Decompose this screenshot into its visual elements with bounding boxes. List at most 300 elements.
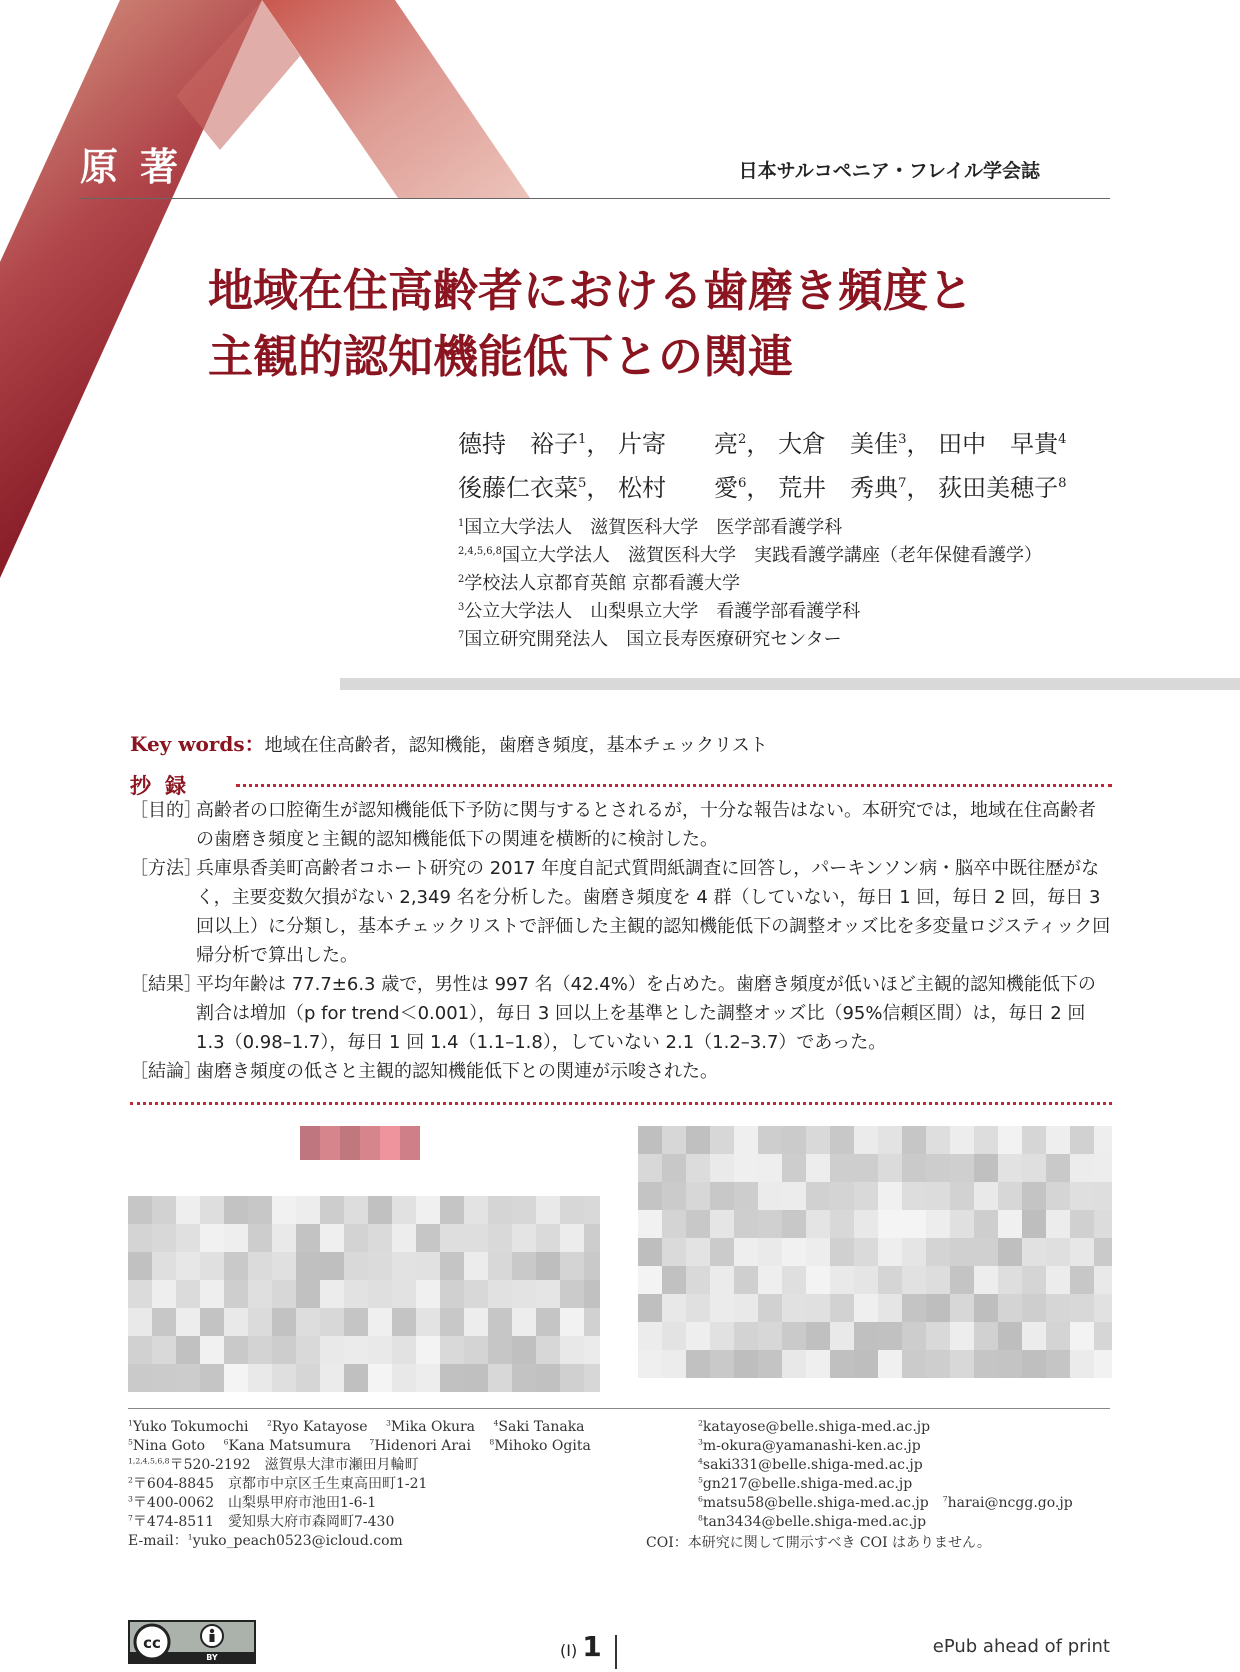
blur-pixel: [758, 1350, 782, 1378]
blur-pixel: [296, 1336, 320, 1364]
blur-pixel: [440, 1280, 464, 1308]
blur-pixel: [878, 1238, 902, 1266]
blur-pixel: [1070, 1182, 1094, 1210]
blur-pixel: [560, 1364, 584, 1392]
blur-pixel: [584, 1224, 600, 1252]
blur-pixel: [1094, 1350, 1112, 1378]
blur-pixel: [368, 1196, 392, 1224]
blur-pixel: [1022, 1126, 1046, 1154]
blur-pixel: [360, 1126, 380, 1160]
blur-pixel: [464, 1280, 488, 1308]
blur-pixel: [512, 1336, 536, 1364]
blur-pixel: [440, 1364, 464, 1392]
blur-pixel: [152, 1336, 176, 1364]
blur-pixel: [296, 1308, 320, 1336]
blur-pixel: [686, 1210, 710, 1238]
blur-pixel: [950, 1238, 974, 1266]
blur-pixel: [200, 1196, 224, 1224]
affiliation: $^{2,4,5,6,8}$国立大学法人 滋賀医科大学 実践看護学講座（老年保健看護学）: [458, 545, 1042, 566]
blur-pixel: [536, 1364, 560, 1392]
blur-pixel: [1070, 1126, 1094, 1154]
blur-pixel: [176, 1308, 200, 1336]
blur-pixel: [878, 1210, 902, 1238]
blur-pixel: [440, 1224, 464, 1252]
email-address[interactable]: tan3434@belle.shiga-med.ac.jp: [702, 1514, 927, 1530]
blur-pixel: [488, 1224, 512, 1252]
blur-pixel: [1046, 1266, 1070, 1294]
blur-pixel: [176, 1196, 200, 1224]
blur-pixel: [710, 1322, 734, 1350]
blur-pixel: [320, 1252, 344, 1280]
email-address[interactable]: m-okura@yamanashi-ken.ac.jp: [702, 1438, 921, 1454]
blur-pixel: [998, 1350, 1022, 1378]
blur-pixel: [974, 1154, 998, 1182]
blur-pixel: [806, 1294, 830, 1322]
blur-pixel: [200, 1252, 224, 1280]
blur-pixel: [830, 1126, 854, 1154]
blur-pixel: [854, 1210, 878, 1238]
blur-pixel: [392, 1364, 416, 1392]
blur-pixel: [734, 1126, 758, 1154]
blur-pixel: [662, 1182, 686, 1210]
blur-pixel: [320, 1280, 344, 1308]
email-address[interactable]: katayose@belle.shiga-med.ac.jp: [702, 1419, 931, 1435]
email-address[interactable]: harai@ncgg.go.jp: [947, 1495, 1073, 1511]
author-name: 荒井 秀典: [778, 474, 899, 502]
blur-pixel: [1046, 1154, 1070, 1182]
blur-pixel: [974, 1322, 998, 1350]
blur-pixel: [296, 1224, 320, 1252]
blur-pixel: [128, 1224, 152, 1252]
blur-pixel: [782, 1294, 806, 1322]
blur-pixel: [440, 1308, 464, 1336]
blur-pixel: [176, 1336, 200, 1364]
blur-pixel: [536, 1280, 560, 1308]
blur-pixel: [710, 1266, 734, 1294]
blur-pixel: [854, 1126, 878, 1154]
blur-pixel: [638, 1350, 662, 1378]
blur-pixel: [488, 1336, 512, 1364]
blur-pixel: [686, 1350, 710, 1378]
blur-pixel: [950, 1210, 974, 1238]
blur-pixel: [584, 1364, 600, 1392]
blur-pixel: [584, 1336, 600, 1364]
blurred-heading: [300, 1126, 420, 1160]
blur-pixel: [1046, 1322, 1070, 1350]
blur-pixel: [488, 1280, 512, 1308]
blur-pixel: [950, 1126, 974, 1154]
blur-pixel: [806, 1154, 830, 1182]
blur-pixel: [758, 1210, 782, 1238]
blur-pixel: [152, 1280, 176, 1308]
abstract-text: 兵庫県香美町高齢者コホート研究の 2017 年度自記式質問紙調査に回答し，パーキンソン病・脳卒中既往歴がなく，主要変数欠損がない 2,349 名を分析した。歯磨き頻度を 4 群（していない，毎日 1 回，毎日 2 回，毎日 3 回以上）に分類し，基本チェックリストで評価した主観的認知機能低下の調整オッズ比を多変量ロジスティック回帰分析で算出した。: [196, 858, 1111, 966]
band-light: [262, 0, 530, 198]
author-name: 後藤仁衣菜: [458, 474, 578, 502]
blur-pixel: [344, 1196, 368, 1224]
blur-pixel: [950, 1322, 974, 1350]
blur-pixel: [662, 1154, 686, 1182]
blur-pixel: [1046, 1294, 1070, 1322]
author-list: [458, 422, 1066, 510]
affiliation: $^3$公立大学法人 山梨県立大学 看護学部看護学科: [458, 601, 861, 622]
abstract-section: [130, 854, 1112, 970]
email-address[interactable]: saki331@belle.shiga-med.ac.jp: [702, 1457, 923, 1473]
blur-pixel: [998, 1126, 1022, 1154]
blur-pixel: [344, 1252, 368, 1280]
blur-pixel: [296, 1252, 320, 1280]
blur-pixel: [224, 1252, 248, 1280]
cc-icon: [130, 1622, 254, 1662]
blur-pixel: [998, 1154, 1022, 1182]
blur-pixel: [974, 1238, 998, 1266]
blur-pixel: [998, 1182, 1022, 1210]
blur-pixel: [176, 1364, 200, 1392]
blur-pixel: [806, 1238, 830, 1266]
blur-pixel: [536, 1252, 560, 1280]
blur-pixel: [416, 1280, 440, 1308]
blur-pixel: [830, 1266, 854, 1294]
blur-pixel: [974, 1294, 998, 1322]
blur-pixel: [416, 1364, 440, 1392]
blurred-text-left: [128, 1196, 600, 1392]
blur-pixel: [1094, 1154, 1112, 1182]
blur-pixel: [782, 1350, 806, 1378]
blur-pixel: [638, 1126, 662, 1154]
blur-pixel: [512, 1196, 536, 1224]
blur-pixel: [974, 1126, 998, 1154]
blur-pixel: [584, 1280, 600, 1308]
title-line-1: 地域在住高齢者における歯磨き頻度と: [208, 264, 974, 317]
blur-pixel: [488, 1252, 512, 1280]
blur-pixel: [584, 1252, 600, 1280]
blur-pixel: [392, 1336, 416, 1364]
blur-pixel: [662, 1294, 686, 1322]
blur-pixel: [1022, 1238, 1046, 1266]
blur-pixel: [902, 1294, 926, 1322]
blur-pixel: [638, 1294, 662, 1322]
section-divider-bar: [340, 678, 1240, 690]
title-line-2: 主観的認知機能低下との関連: [208, 330, 794, 383]
blur-pixel: [320, 1196, 344, 1224]
blur-pixel: [128, 1252, 152, 1280]
author-name: 荻田美穂子: [938, 474, 1059, 502]
blur-pixel: [998, 1238, 1022, 1266]
abstract-label: ［方法］: [130, 858, 202, 879]
blur-pixel: [296, 1364, 320, 1392]
abstract-heading: 抄録: [130, 774, 200, 798]
blur-pixel: [710, 1238, 734, 1266]
blur-pixel: [1094, 1266, 1112, 1294]
blur-pixel: [974, 1182, 998, 1210]
blur-pixel: [926, 1126, 950, 1154]
blur-pixel: [710, 1350, 734, 1378]
blur-pixel: [584, 1196, 600, 1224]
blur-pixel: [416, 1196, 440, 1224]
blur-pixel: [1022, 1350, 1046, 1378]
blur-pixel: [854, 1238, 878, 1266]
author-footnotes: $^1$Yuko Tokumochi $^2$Ryo Katayose $^3$Mika Okura $^4$Saki Tanaka $^5$Nina Goto $^6$Kana Matsumura $^7$Hidenori Arai $^8$Mihoko Ogita $^{1,2,4,5,6,8}$〒520-2192 滋賀県大津市瀬田月輪町 $^2$〒604-8845 京都市中京区壬生東高田町1-21 $^3$〒400-0062 山梨県甲府市池田1-6-1 $^7$〒474-8511 愛知県大府市森岡町7-430 E-mail：$^1$yuko_peach0523@icloud.com: [128, 1418, 591, 1549]
blur-pixel: [806, 1126, 830, 1154]
blur-pixel: [830, 1238, 854, 1266]
email-footnotes: $^2$katayose@belle.shiga-med.ac.jp $^3$m-okura@yamanashi-ken.ac.jp $^4$saki331@belle.shiga-med.ac.jp $^5$gn217@belle.shiga-med.ac.jp $^6$matsu58@belle.shiga-med.ac.jp $^7$harai@ncgg.go.jp $^8$tan3434@belle.shiga-med.ac.jp: [698, 1418, 1073, 1530]
blur-pixel: [854, 1322, 878, 1350]
author-name: 大倉 美佳: [778, 430, 899, 458]
author-name: 片寄 亮: [618, 430, 739, 458]
blur-pixel: [686, 1238, 710, 1266]
blur-pixel: [416, 1336, 440, 1364]
blur-pixel: [464, 1252, 488, 1280]
blur-pixel: [152, 1224, 176, 1252]
blur-pixel: [782, 1154, 806, 1182]
blur-pixel: [152, 1308, 176, 1336]
abstract-label: ［結論］: [130, 1061, 202, 1082]
blur-pixel: [734, 1238, 758, 1266]
blur-pixel: [782, 1126, 806, 1154]
blur-pixel: [320, 1364, 344, 1392]
blur-pixel: [344, 1224, 368, 1252]
blur-pixel: [1046, 1182, 1070, 1210]
blur-pixel: [344, 1308, 368, 1336]
blur-pixel: [1046, 1210, 1070, 1238]
blur-pixel: [638, 1238, 662, 1266]
blur-pixel: [464, 1196, 488, 1224]
blur-pixel: [926, 1322, 950, 1350]
blur-pixel: [1046, 1350, 1070, 1378]
email-address[interactable]: matsu58@belle.shiga-med.ac.jp: [702, 1495, 929, 1511]
blur-pixel: [758, 1266, 782, 1294]
page-number: (I) 1: [560, 1630, 617, 1669]
blur-pixel: [464, 1364, 488, 1392]
blur-pixel: [950, 1182, 974, 1210]
blur-pixel: [950, 1350, 974, 1378]
blur-pixel: [638, 1154, 662, 1182]
blur-pixel: [128, 1280, 152, 1308]
blur-pixel: [464, 1336, 488, 1364]
blur-pixel: [830, 1210, 854, 1238]
affiliation: $^7$国立研究開発法人 国立長寿医療研究センター: [458, 629, 842, 650]
blur-pixel: [1094, 1238, 1112, 1266]
blur-pixel: [1022, 1266, 1046, 1294]
blur-pixel: [854, 1294, 878, 1322]
blur-pixel: [464, 1224, 488, 1252]
blur-pixel: [758, 1294, 782, 1322]
blur-pixel: [878, 1126, 902, 1154]
blur-pixel: [638, 1266, 662, 1294]
blur-pixel: [662, 1210, 686, 1238]
blur-pixel: [1094, 1294, 1112, 1322]
blur-pixel: [782, 1266, 806, 1294]
blur-pixel: [128, 1364, 152, 1392]
blur-pixel: [734, 1350, 758, 1378]
blur-pixel: [830, 1182, 854, 1210]
blur-pixel: [734, 1266, 758, 1294]
blur-pixel: [536, 1308, 560, 1336]
blur-pixel: [1046, 1238, 1070, 1266]
blur-pixel: [224, 1308, 248, 1336]
blur-pixel: [128, 1336, 152, 1364]
blur-pixel: [806, 1210, 830, 1238]
blur-pixel: [584, 1308, 600, 1336]
blur-pixel: [248, 1280, 272, 1308]
blur-pixel: [248, 1224, 272, 1252]
blur-pixel: [200, 1364, 224, 1392]
blur-pixel: [416, 1252, 440, 1280]
blur-pixel: [1022, 1154, 1046, 1182]
blur-pixel: [296, 1196, 320, 1224]
blur-pixel: [392, 1196, 416, 1224]
blur-pixel: [950, 1154, 974, 1182]
blur-pixel: [176, 1280, 200, 1308]
blur-pixel: [854, 1350, 878, 1378]
header-rule: [80, 198, 1110, 199]
blur-pixel: [974, 1266, 998, 1294]
blur-pixel: [734, 1322, 758, 1350]
blur-pixel: [152, 1364, 176, 1392]
email-address[interactable]: gn217@belle.shiga-med.ac.jp: [702, 1476, 913, 1492]
blur-pixel: [686, 1126, 710, 1154]
blur-pixel: [512, 1224, 536, 1252]
blur-pixel: [854, 1154, 878, 1182]
affiliation-list: [458, 514, 1042, 654]
blur-pixel: [224, 1224, 248, 1252]
blur-pixel: [782, 1238, 806, 1266]
dotted-rule-bottom: [130, 1102, 1112, 1105]
blurred-text-right: [638, 1126, 1112, 1392]
keywords-text: 地域在住高齢者，認知機能，歯磨き頻度，基本チェックリスト: [264, 735, 768, 756]
affiliation: $^2$学校法人京都育英館 京都看護大学: [458, 573, 741, 594]
blur-pixel: [974, 1350, 998, 1378]
journal-name: 日本サルコペニア・フレイル学会誌: [738, 160, 1040, 182]
blur-pixel: [782, 1210, 806, 1238]
blur-pixel: [488, 1364, 512, 1392]
blur-pixel: [902, 1154, 926, 1182]
blur-pixel: [344, 1280, 368, 1308]
blur-pixel: [926, 1210, 950, 1238]
blur-pixel: [782, 1182, 806, 1210]
blur-pixel: [878, 1294, 902, 1322]
blur-pixel: [368, 1252, 392, 1280]
blur-pixel: [734, 1210, 758, 1238]
blur-pixel: [440, 1196, 464, 1224]
blur-pixel: [248, 1336, 272, 1364]
blur-pixel: [662, 1322, 686, 1350]
blur-pixel: [758, 1238, 782, 1266]
blur-pixel: [782, 1322, 806, 1350]
blur-pixel: [998, 1266, 1022, 1294]
author-name: 德持 裕子: [458, 430, 578, 458]
blur-pixel: [758, 1154, 782, 1182]
blur-pixel: [902, 1350, 926, 1378]
blur-pixel: [638, 1210, 662, 1238]
blur-pixel: [392, 1280, 416, 1308]
blur-pixel: [926, 1266, 950, 1294]
blur-pixel: [830, 1294, 854, 1322]
blur-pixel: [296, 1280, 320, 1308]
blur-pixel: [380, 1126, 400, 1160]
blur-pixel: [512, 1280, 536, 1308]
blur-pixel: [854, 1266, 878, 1294]
blur-pixel: [1070, 1154, 1094, 1182]
blur-pixel: [1070, 1210, 1094, 1238]
blur-pixel: [830, 1322, 854, 1350]
blur-pixel: [1046, 1126, 1070, 1154]
blur-pixel: [392, 1308, 416, 1336]
dotted-rule-top: [236, 784, 1112, 787]
blur-pixel: [560, 1336, 584, 1364]
blur-pixel: [340, 1126, 360, 1160]
blur-pixel: [176, 1252, 200, 1280]
blur-pixel: [926, 1350, 950, 1378]
blur-pixel: [392, 1252, 416, 1280]
blur-pixel: [536, 1336, 560, 1364]
blur-pixel: [710, 1126, 734, 1154]
blur-pixel: [224, 1336, 248, 1364]
blur-pixel: [512, 1252, 536, 1280]
blur-pixel: [878, 1350, 902, 1378]
blur-pixel: [806, 1350, 830, 1378]
author-row: 後藤仁衣菜$^5$， 松村 愛$^6$， 荒井 秀典$^7$， 荻田美穂子$^8$: [458, 474, 1067, 502]
blur-pixel: [710, 1182, 734, 1210]
blur-pixel: [734, 1154, 758, 1182]
blur-pixel: [536, 1224, 560, 1252]
svg-text:cc: cc: [143, 1634, 161, 1652]
blur-pixel: [248, 1252, 272, 1280]
email-address[interactable]: yuko_peach0523@icloud.com: [192, 1533, 403, 1549]
abstract-text: 高齢者の口腔衛生が認知機能低下予防に関与するとされるが，十分な報告はない。本研究では，地域在住高齢者の歯磨き頻度と主観的認知機能低下の関連を横断的に検討した。: [196, 800, 1096, 850]
blur-pixel: [926, 1154, 950, 1182]
blur-pixel: [758, 1182, 782, 1210]
abstract-text: 平均年齢は 77.7±6.3 歳で，男性は 997 名（42.4%）を占めた。歯磨き頻度が低いほど主観的認知機能低下の割合は増加（p for trend＜0.001），毎日 3 回以上を基準とした調整オッズ比（95%信頼区間）は，毎日 2 回 1.3（0.98–1.7），毎日 1 回 1.4（1.1–1.8），していない 2.1（1.2–3.7）であった。: [196, 974, 1096, 1053]
blur-pixel: [176, 1224, 200, 1252]
blur-pixel: [902, 1322, 926, 1350]
blur-pixel: [440, 1252, 464, 1280]
footer-rule: [128, 1408, 1110, 1409]
blur-pixel: [560, 1224, 584, 1252]
cc-by-license-badge[interactable]: [128, 1620, 256, 1664]
blur-pixel: [152, 1252, 176, 1280]
blur-pixel: [392, 1224, 416, 1252]
blur-pixel: [662, 1350, 686, 1378]
blur-pixel: [512, 1364, 536, 1392]
blur-pixel: [710, 1210, 734, 1238]
blur-pixel: [830, 1154, 854, 1182]
blur-pixel: [902, 1238, 926, 1266]
blur-pixel: [758, 1322, 782, 1350]
blur-pixel: [998, 1210, 1022, 1238]
blur-pixel: [998, 1294, 1022, 1322]
blur-pixel: [400, 1126, 420, 1160]
blur-pixel: [734, 1182, 758, 1210]
blur-pixel: [998, 1322, 1022, 1350]
blur-pixel: [200, 1336, 224, 1364]
blur-pixel: [536, 1196, 560, 1224]
blur-pixel: [224, 1280, 248, 1308]
blur-pixel: [368, 1364, 392, 1392]
blur-pixel: [272, 1252, 296, 1280]
blur-pixel: [272, 1336, 296, 1364]
blur-pixel: [320, 1308, 344, 1336]
abstract-label: ［結果］: [130, 974, 202, 995]
blur-pixel: [560, 1308, 584, 1336]
blur-pixel: [902, 1182, 926, 1210]
blur-pixel: [248, 1364, 272, 1392]
coi-statement: COI：本研究に関して開示すべき COI はありません。: [646, 1535, 991, 1551]
blur-pixel: [560, 1196, 584, 1224]
blur-pixel: [272, 1224, 296, 1252]
blur-pixel: [368, 1280, 392, 1308]
blur-pixel: [1022, 1182, 1046, 1210]
blur-pixel: [560, 1252, 584, 1280]
